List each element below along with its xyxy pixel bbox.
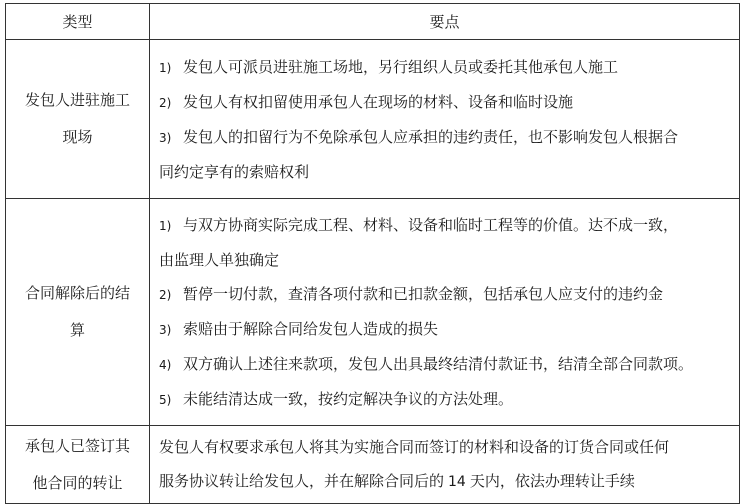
contract-termination-table xyxy=(5,3,740,504)
list-item-continuation: 同约定享有的索赔权利 xyxy=(159,162,310,181)
list-item: 3) 发包人的扣留行为不免除承包人应承担的违约责任，也不影响发包人根据合 xyxy=(159,127,679,146)
list-item: 2) 发包人有权扣留使用承包人在现场的材料、设备和临时设施 xyxy=(159,92,574,111)
table-row xyxy=(6,199,740,426)
header-points: 要点 xyxy=(150,4,740,40)
point-text-line: 服务协议转让给发包人，并在解除合同后的 14 天内，依法办理转让手续 xyxy=(159,472,635,490)
row-points xyxy=(150,199,740,426)
row-type: 承包人已签订其 他合同的转让 xyxy=(6,426,150,504)
row-points xyxy=(150,426,740,504)
table-row xyxy=(6,426,740,504)
list-item: 4) 双方确认上述往来款项，发包人出具最终结清付款证书，结清全部合同款项。 xyxy=(159,354,694,373)
point-text-line: 发包人有权要求承包人将其为实施合同而签订的材料和设备的订货合同或任何 xyxy=(159,438,670,456)
table-row xyxy=(6,40,740,199)
row-type: 发包人进驻施工 现场 xyxy=(6,40,150,199)
header-type: 类型 xyxy=(6,4,150,40)
list-item: 2) 暂停一切付款，查清各项付款和已扣款金额，包括承包人应支付的违约金 xyxy=(159,284,664,303)
header-row xyxy=(6,4,740,40)
list-item-continuation: 由监理人单独确定 xyxy=(159,250,280,269)
row-points xyxy=(150,40,740,199)
list-item: 5) 未能结清达成一致，按约定解决争议的方法处理。 xyxy=(159,389,514,408)
list-item: 3) 索赔由于解除合同给发包人造成的损失 xyxy=(159,319,439,338)
list-item: 1) 发包人可派员进驻施工场地，另行组织人员或委托其他承包人施工 xyxy=(159,57,619,76)
list-item: 1) 与双方协商实际完成工程、材料、设备和临时工程等的价值。达不成一致， xyxy=(159,215,679,234)
row-type: 合同解除后的结 算 xyxy=(6,199,150,426)
